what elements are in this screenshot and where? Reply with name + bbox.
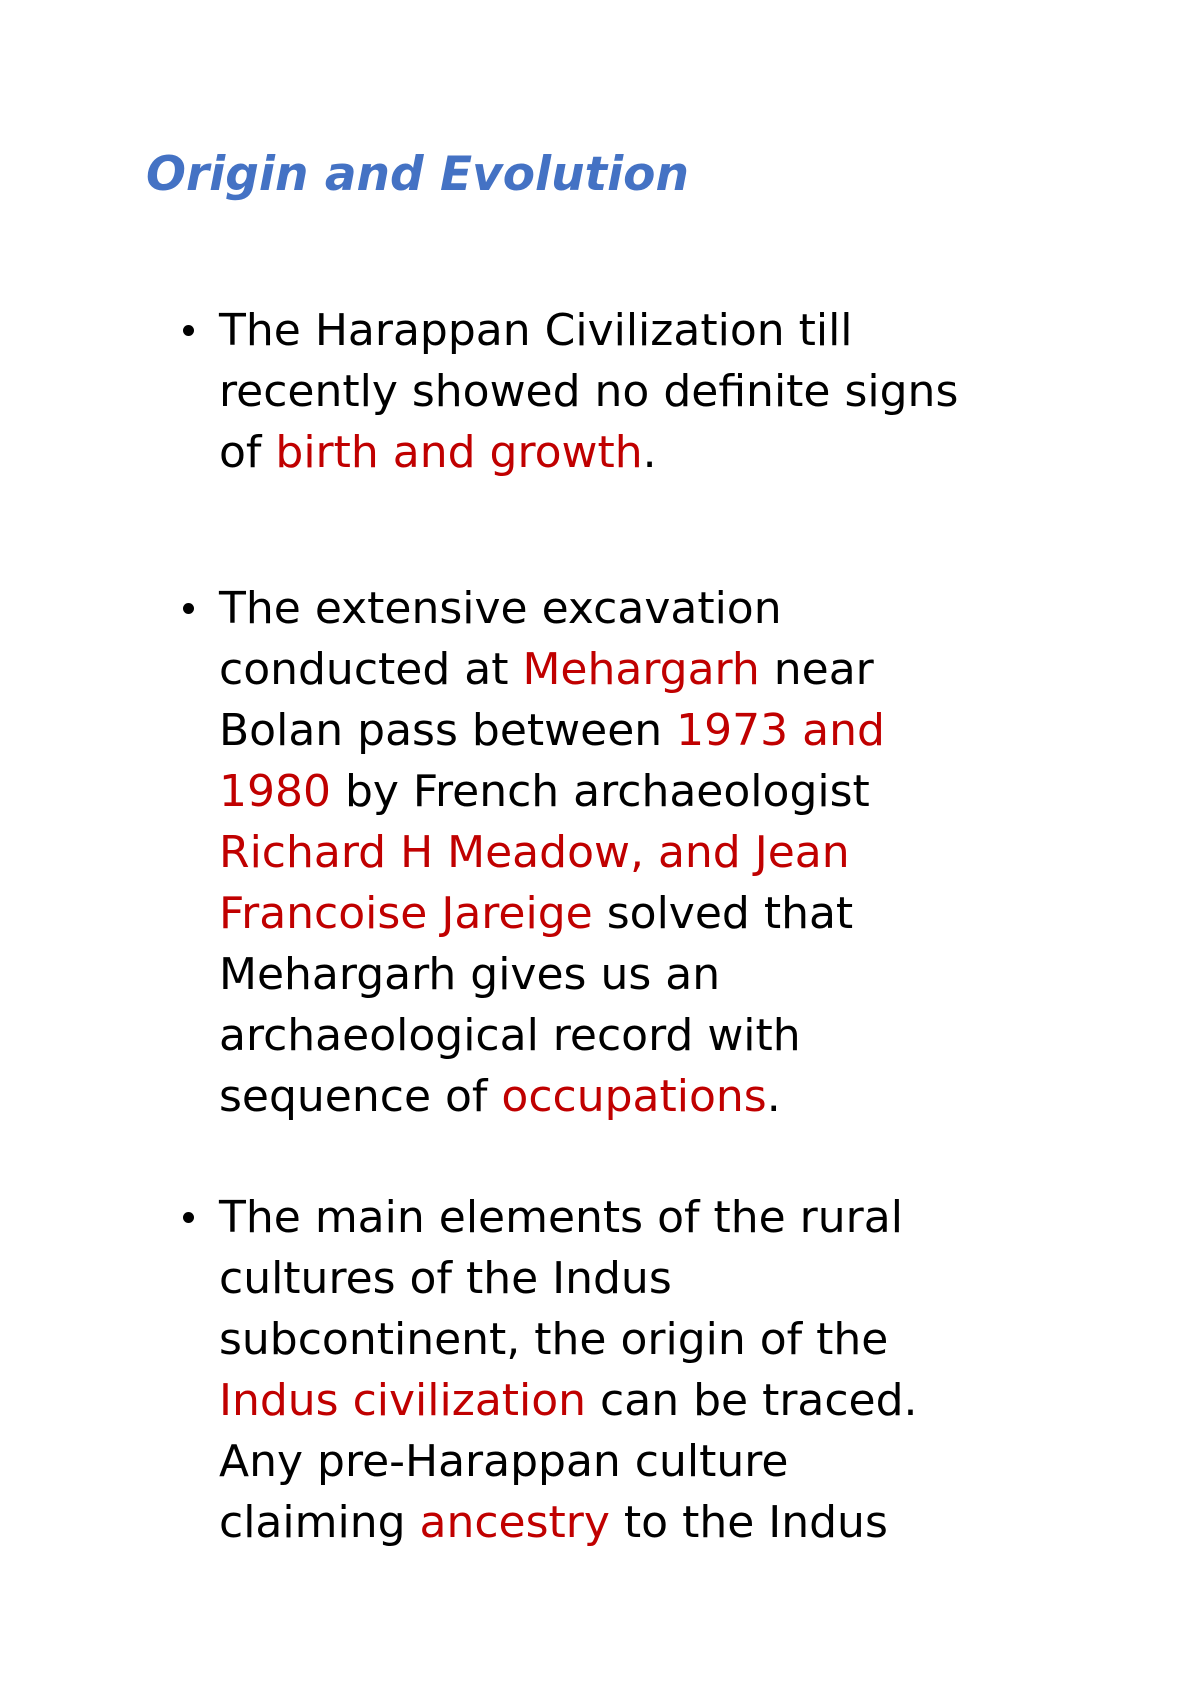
highlighted-text: Mehargarh: [522, 644, 760, 695]
text-line: [219, 361, 1079, 422]
body-text: archaeological record with: [219, 1010, 801, 1061]
body-text: near: [759, 644, 874, 695]
bullet-dot-icon: [183, 603, 194, 614]
text-line: [219, 1066, 1079, 1127]
text-line: [219, 1248, 1079, 1309]
bullet-text: [219, 578, 1079, 1127]
text-line: [219, 300, 1079, 361]
body-text: of: [219, 427, 276, 478]
highlighted-text: Francoise Jareige: [219, 888, 593, 939]
highlighted-text: 1980: [219, 766, 331, 817]
highlighted-text: occupations: [501, 1071, 767, 1122]
body-text: by French archaeologist: [330, 766, 870, 817]
text-line: [219, 1370, 1079, 1431]
text-line: [219, 700, 1079, 761]
section-title: Origin and Evolution: [146, 147, 689, 202]
text-line: [219, 422, 1079, 483]
body-text: sequence of: [219, 1071, 502, 1122]
body-text: can be traced.: [586, 1375, 918, 1426]
body-text: .: [642, 427, 657, 478]
body-text: Any pre-Harappan culture: [219, 1436, 789, 1487]
text-line: [219, 883, 1079, 944]
text-line: [219, 578, 1079, 639]
text-line: [219, 822, 1079, 883]
text-line: [219, 1187, 1079, 1248]
highlighted-text: birth and growth: [275, 427, 643, 478]
body-text: to the Indus: [609, 1497, 888, 1548]
body-text: conducted at: [219, 644, 523, 695]
text-line: [219, 639, 1079, 700]
body-text: recently showed no definite signs: [219, 366, 959, 417]
bullet-dot-icon: [183, 325, 194, 336]
bullet-text: [219, 300, 1079, 483]
text-line: [219, 1492, 1079, 1553]
highlighted-text: Indus civilization: [219, 1375, 587, 1426]
body-text: .: [766, 1071, 781, 1122]
body-text: The main elements of the rural: [219, 1192, 903, 1243]
text-line: [219, 1309, 1079, 1370]
body-text: The extensive excavation: [219, 583, 782, 634]
bullet-dot-icon: [183, 1212, 194, 1223]
text-line: [219, 761, 1079, 822]
text-line: [219, 1431, 1079, 1492]
body-text: Mehargarh gives us an: [219, 949, 721, 1000]
body-text: cultures of the Indus: [219, 1253, 672, 1304]
body-text: Bolan pass between: [219, 705, 677, 756]
highlighted-text: Richard H Meadow, and Jean: [219, 827, 850, 878]
highlighted-text: ancestry: [419, 1497, 610, 1548]
text-line: [219, 1005, 1079, 1066]
body-text: subcontinent, the origin of the: [219, 1314, 889, 1365]
body-text: The Harappan Civilization till: [219, 305, 853, 356]
text-line: [219, 944, 1079, 1005]
body-text: solved that: [592, 888, 854, 939]
highlighted-text: 1973 and: [676, 705, 885, 756]
body-text: claiming: [219, 1497, 420, 1548]
bullet-text: [219, 1187, 1079, 1553]
